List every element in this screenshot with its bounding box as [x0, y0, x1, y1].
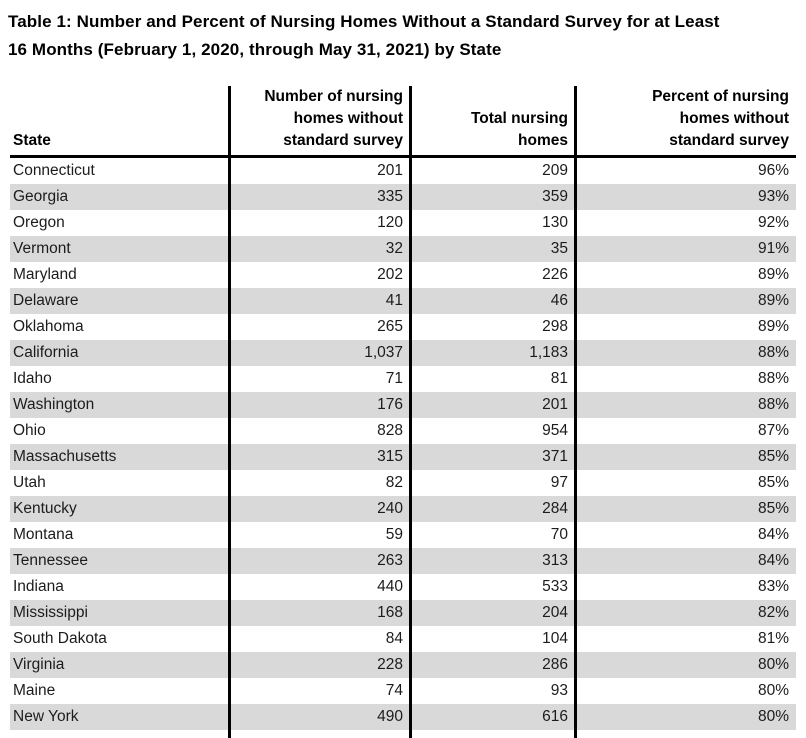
cell-percent: 80%: [757, 656, 789, 673]
cell-state: Massachusetts: [13, 448, 117, 465]
column-header-label: Percent of nursing homes without standard survey: [652, 88, 789, 149]
table-row: [10, 158, 796, 184]
column-divider: [409, 86, 412, 738]
cell-state: Ohio: [13, 422, 46, 439]
table-row: [10, 626, 796, 652]
cell-total: 93: [550, 682, 568, 699]
cell-without: 490: [377, 708, 403, 725]
cell-total: 35: [550, 240, 568, 257]
cell-without: 84: [385, 630, 403, 647]
cell-without: 168: [377, 604, 403, 621]
table-title-line2: 16 Months (February 1, 2020, through May 31, 2021) by State: [8, 40, 502, 59]
table-row: [10, 418, 796, 444]
table-body: [10, 158, 796, 730]
cell-total: 359: [542, 188, 568, 205]
cell-without: 41: [385, 292, 403, 309]
cell-percent: 84%: [757, 526, 789, 543]
cell-state: Indiana: [13, 578, 64, 595]
table-row: [10, 392, 796, 418]
cell-state: Kentucky: [13, 500, 77, 517]
cell-state: Tennessee: [13, 552, 88, 569]
cell-percent: 96%: [757, 162, 789, 179]
cell-percent: 89%: [757, 318, 789, 335]
cell-percent: 89%: [757, 292, 789, 309]
table-row: [10, 210, 796, 236]
table-row: [10, 522, 796, 548]
cell-without: 240: [377, 500, 403, 517]
table-row: [10, 704, 796, 730]
cell-without: 263: [377, 552, 403, 569]
cell-total: 616: [542, 708, 568, 725]
cell-total: 226: [542, 266, 568, 283]
cell-total: 284: [542, 500, 568, 517]
table-row: [10, 184, 796, 210]
cell-percent: 93%: [757, 188, 789, 205]
table-row: [10, 340, 796, 366]
table-row: [10, 444, 796, 470]
cell-percent: 85%: [757, 500, 789, 517]
cell-state: Oklahoma: [13, 318, 84, 335]
cell-without: 120: [377, 214, 403, 231]
cell-percent: 85%: [757, 474, 789, 491]
cell-total: 533: [542, 578, 568, 595]
cell-state: Washington: [13, 396, 95, 413]
cell-percent: 80%: [757, 682, 789, 699]
table-row: [10, 366, 796, 392]
data-table: [10, 86, 796, 738]
column-header-label: Total nursing homes: [470, 110, 568, 149]
cell-without: 59: [385, 526, 403, 543]
cell-total: 104: [542, 630, 568, 647]
cell-state: Delaware: [13, 292, 79, 309]
cell-without: 71: [385, 370, 403, 387]
cell-state: Maryland: [13, 266, 77, 283]
column-divider: [228, 86, 231, 738]
cell-total: 81: [550, 370, 568, 387]
table-title-line1: Table 1: Number and Percent of Nursing Homes Without a Standard Survey for at Least: [8, 12, 720, 31]
cell-total: 70: [550, 526, 568, 543]
cell-percent: 87%: [757, 422, 789, 439]
table-row: [10, 678, 796, 704]
cell-percent: 84%: [757, 552, 789, 569]
cell-state: Maine: [13, 682, 56, 699]
cell-state: Vermont: [13, 240, 71, 257]
cell-total: 130: [542, 214, 568, 231]
column-divider: [574, 86, 577, 738]
cell-total: 298: [542, 318, 568, 335]
cell-state: Virginia: [13, 656, 65, 673]
cell-without: 1,037: [364, 344, 403, 361]
cell-total: 286: [542, 656, 568, 673]
cell-without: 315: [377, 448, 403, 465]
cell-state: Utah: [13, 474, 46, 491]
cell-without: 201: [377, 162, 403, 179]
table-row: [10, 652, 796, 678]
column-header-total-homes: [410, 86, 575, 155]
cell-percent: 80%: [757, 708, 789, 725]
cell-total: 371: [542, 448, 568, 465]
table-row: [10, 574, 796, 600]
cell-total: 46: [550, 292, 568, 309]
table-row: [10, 470, 796, 496]
cell-state: Georgia: [13, 188, 69, 205]
column-header-state: [10, 86, 229, 155]
cell-state: South Dakota: [13, 630, 107, 647]
cell-state: Montana: [13, 526, 74, 543]
cell-state: Idaho: [13, 370, 52, 387]
cell-total: 954: [542, 422, 568, 439]
cell-without: 335: [377, 188, 403, 205]
table-row: [10, 314, 796, 340]
cell-without: 202: [377, 266, 403, 283]
column-header-label: State: [13, 132, 51, 149]
cell-percent: 82%: [757, 604, 789, 621]
table-row: [10, 548, 796, 574]
cell-total: 209: [542, 162, 568, 179]
table-row: [10, 236, 796, 262]
cell-total: 313: [542, 552, 568, 569]
table-title: [8, 8, 720, 64]
cell-percent: 83%: [757, 578, 789, 595]
cell-percent: 81%: [757, 630, 789, 647]
cell-percent: 91%: [757, 240, 789, 257]
table-row: [10, 600, 796, 626]
cell-without: 228: [377, 656, 403, 673]
cell-percent: 85%: [757, 448, 789, 465]
cell-total: 204: [542, 604, 568, 621]
table-row: [10, 262, 796, 288]
table-header-row: [10, 86, 796, 158]
cell-percent: 88%: [757, 344, 789, 361]
column-header-label: Number of nursing homes without standard survey: [264, 88, 403, 149]
cell-without: 176: [377, 396, 403, 413]
cell-without: 82: [385, 474, 403, 491]
column-header-percent-without-survey: [575, 86, 796, 155]
cell-state: Oregon: [13, 214, 65, 231]
cell-state: Connecticut: [13, 162, 95, 179]
cell-percent: 89%: [757, 266, 789, 283]
cell-total: 1,183: [529, 344, 568, 361]
cell-state: Mississippi: [13, 604, 88, 621]
cell-without: 440: [377, 578, 403, 595]
cell-state: New York: [13, 708, 79, 725]
cell-percent: 88%: [757, 370, 789, 387]
cell-state: California: [13, 344, 79, 361]
cell-percent: 88%: [757, 396, 789, 413]
cell-without: 828: [377, 422, 403, 439]
cell-without: 32: [385, 240, 403, 257]
table-row: [10, 496, 796, 522]
cell-without: 74: [385, 682, 403, 699]
column-header-number-without-survey: [229, 86, 410, 155]
cell-total: 201: [542, 396, 568, 413]
cell-percent: 92%: [757, 214, 789, 231]
cell-total: 97: [550, 474, 568, 491]
cell-without: 265: [377, 318, 403, 335]
table-row: [10, 288, 796, 314]
